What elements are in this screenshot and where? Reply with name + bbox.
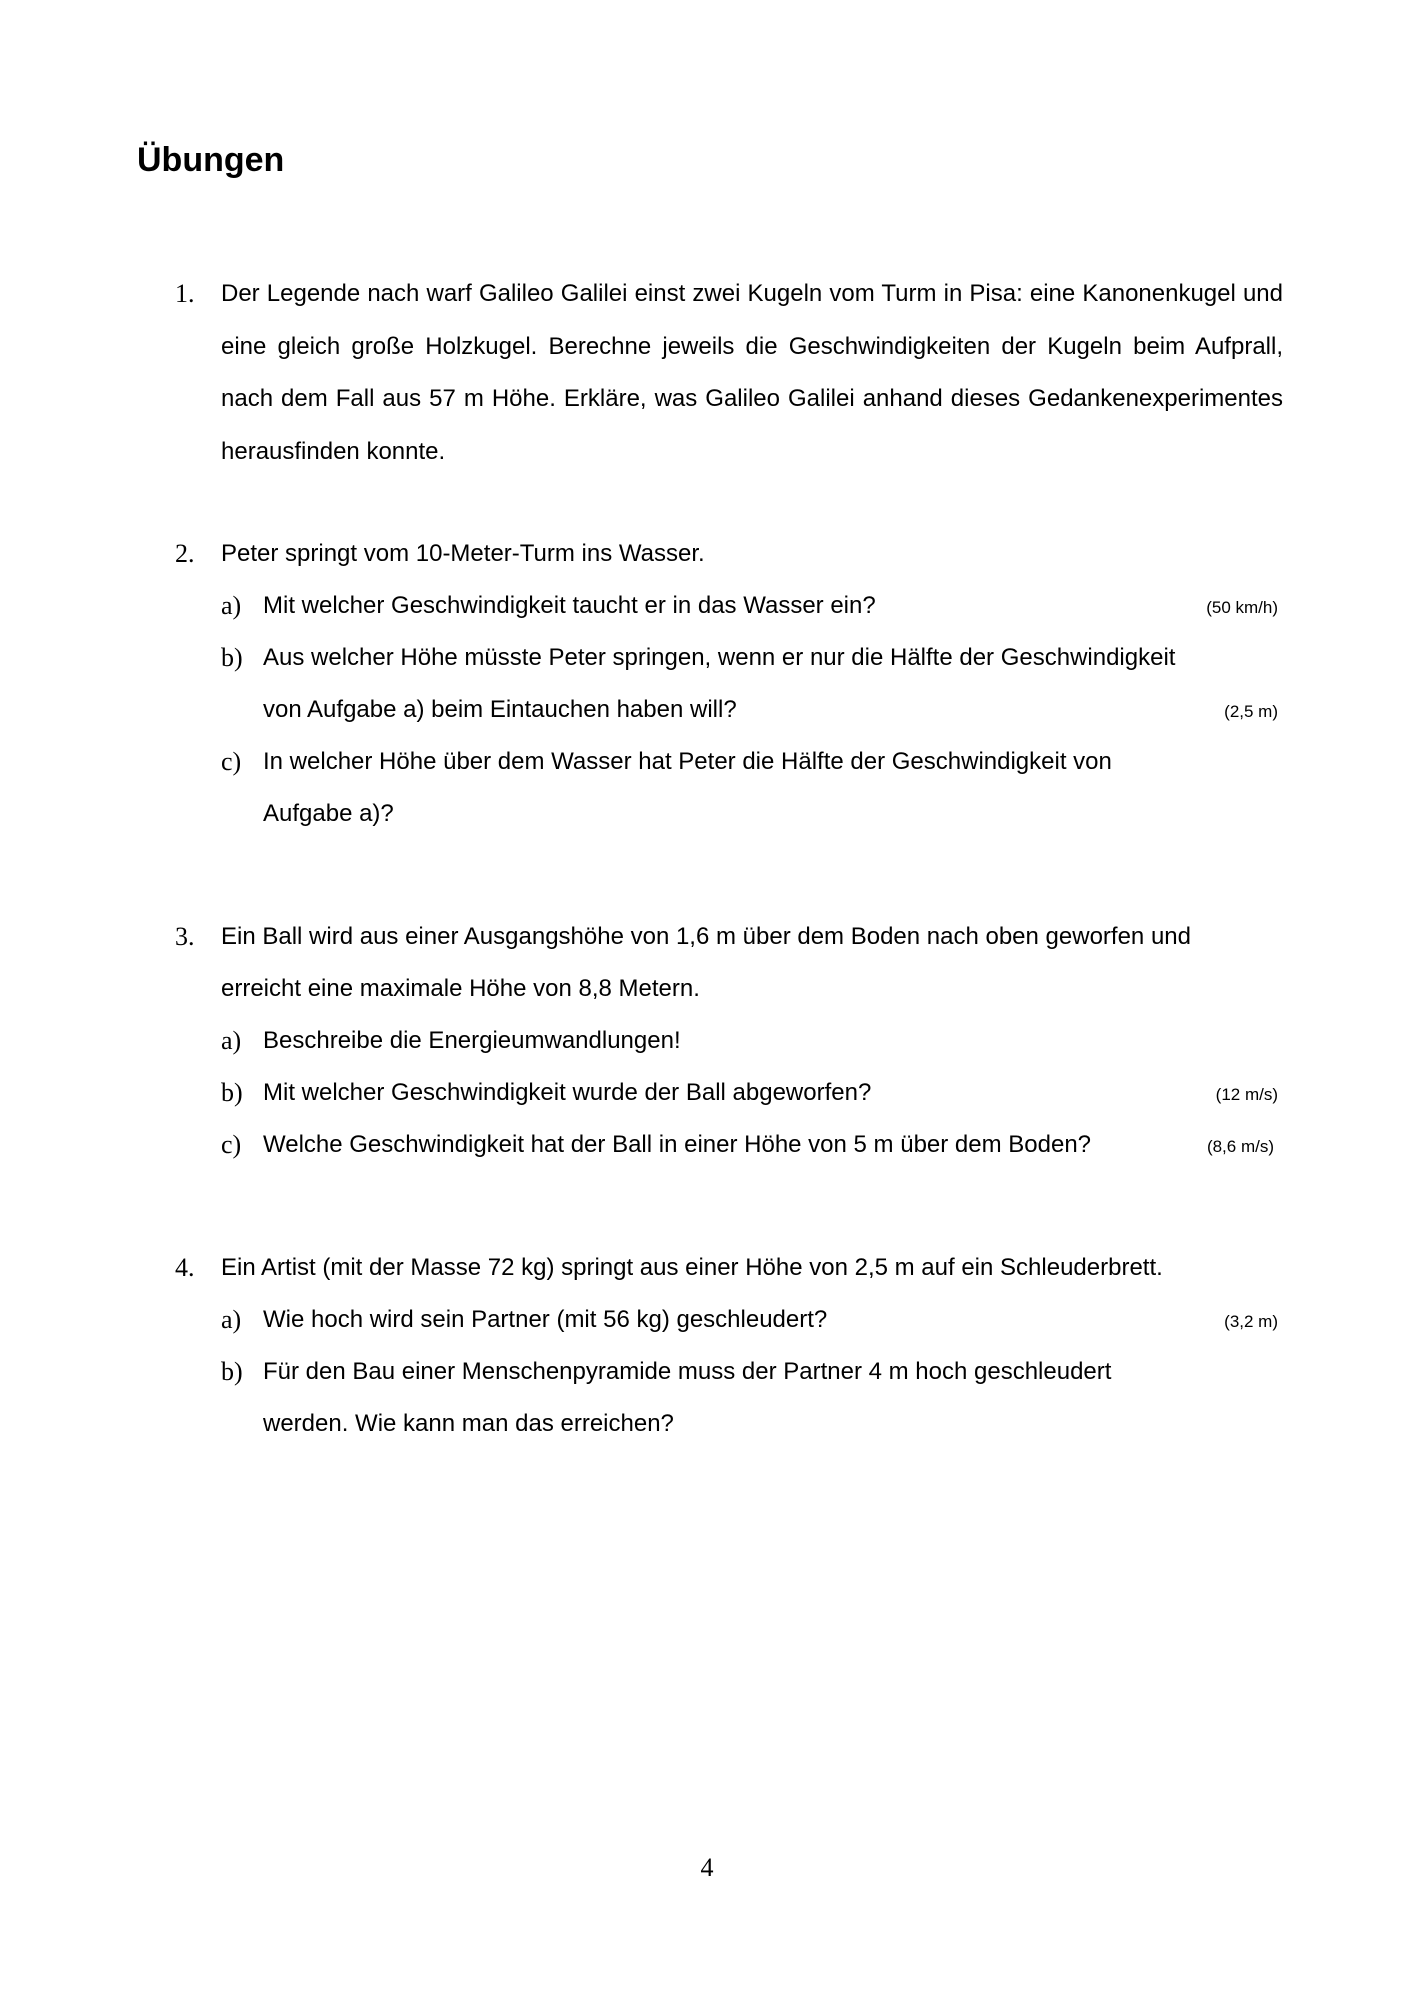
subtask-letter: b)	[221, 643, 243, 672]
answer-hint: (50 km/h)	[1206, 598, 1278, 617]
exercise-number: 3.	[175, 922, 195, 951]
subtask-text: Beschreibe die Energieumwandlungen!	[263, 1027, 681, 1054]
answer-hint: (12 m/s)	[1215, 1085, 1278, 1104]
subtask-text: Mit welcher Geschwindigkeit taucht er in das Wasser ein?	[263, 592, 876, 619]
subtask-letter: b)	[221, 1357, 243, 1386]
subtask-letter: c)	[221, 747, 242, 776]
subtask-text: Für den Bau einer Menschenpyramide muss der Partner 4 m hoch geschleudert	[263, 1358, 1112, 1385]
page-title: Übungen	[137, 141, 285, 179]
exercise-number: 2.	[175, 539, 195, 568]
exercise-intro: Ein Ball wird aus einer Ausgangshöhe von 1,6 m über dem Boden nach oben geworfen und	[221, 923, 1191, 950]
subtask-text: Aus welcher Höhe müsste Peter springen, wenn er nur die Hälfte der Geschwindigkeit	[263, 644, 1176, 671]
answer-hint: (3,2 m)	[1224, 1312, 1278, 1331]
subtask-text: Wie hoch wird sein Partner (mit 56 kg) geschleudert?	[263, 1306, 828, 1333]
subtask-letter: a)	[221, 591, 242, 620]
subtask-letter: b)	[221, 1078, 243, 1107]
subtask-text-continued: Aufgabe a)?	[263, 800, 394, 827]
subtask-text-continued: werden. Wie kann man das erreichen?	[263, 1410, 674, 1437]
subtask-text: In welcher Höhe über dem Wasser hat Peter die Hälfte der Geschwindigkeit von	[263, 748, 1112, 775]
answer-hint: (2,5 m)	[1224, 702, 1278, 721]
subtask-text-continued: von Aufgabe a) beim Eintauchen haben will?	[263, 696, 737, 723]
subtask-letter: c)	[221, 1130, 242, 1159]
answer-hint: (8,6 m/s)	[1206, 1137, 1274, 1156]
exercise-intro: Ein Artist (mit der Masse 72 kg) springt aus einer Höhe von 2,5 m auf ein Schleuderbrett.	[221, 1254, 1163, 1281]
exercise-text: Der Legende nach warf Galileo Galilei einst zwei Kugeln vom Turm in Pisa: eine Kanonenkugel und eine gleich große Holzkugel. Berechne jeweils die Geschwindigkeiten der Kugeln beim Aufprall, nach dem Fall aus 57 m Höhe. Erkläre, was Galileo Galilei anhand dieses Gedankenexperimentes herausfinden konnte.	[221, 280, 1283, 465]
subtask-text: Mit welcher Geschwindigkeit wurde der Ball abgeworfen?	[263, 1079, 872, 1106]
exercise-number: 4.	[175, 1253, 195, 1282]
page-number: 4	[700, 1853, 714, 1882]
exercise-intro: Peter springt vom 10-Meter-Turm ins Wasser.	[221, 540, 705, 567]
exercise-intro-continued: erreicht eine maximale Höhe von 8,8 Metern.	[221, 975, 700, 1002]
exercise-number: 1.	[175, 279, 195, 308]
subtask-letter: a)	[221, 1026, 242, 1055]
subtask-text: Welche Geschwindigkeit hat der Ball in einer Höhe von 5 m über dem Boden?	[263, 1131, 1092, 1158]
subtask-letter: a)	[221, 1305, 242, 1334]
